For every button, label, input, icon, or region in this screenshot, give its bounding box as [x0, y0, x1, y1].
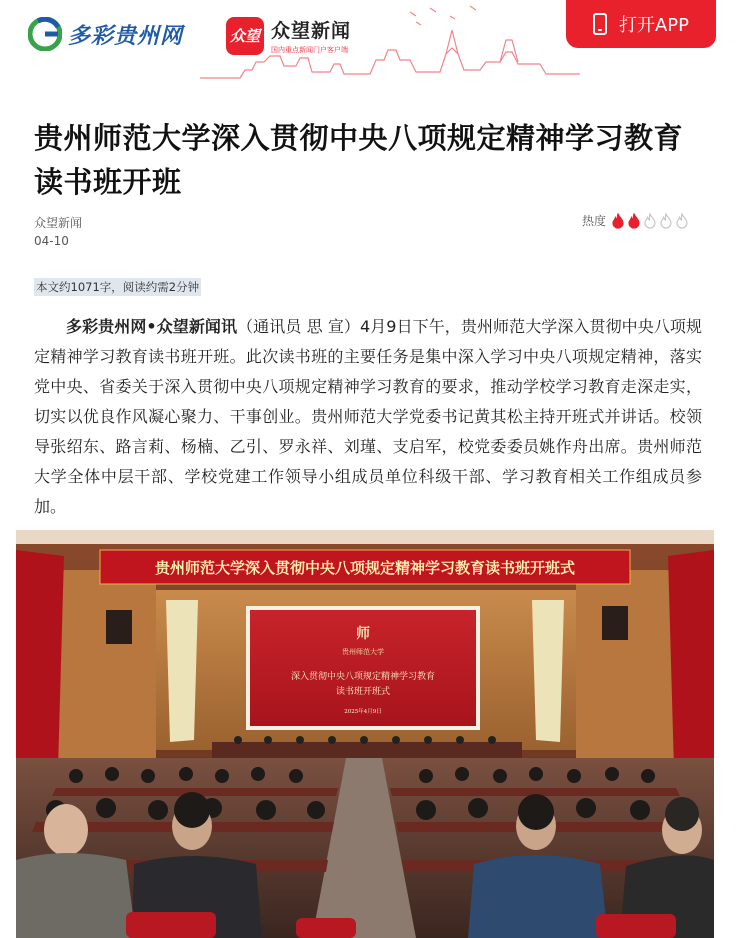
- partner-logo[interactable]: [226, 16, 351, 55]
- open-app-label: 打开APP: [618, 15, 690, 36]
- screen-line-2: 读书班开班式: [335, 687, 391, 697]
- phone-icon: [593, 13, 607, 35]
- top-header: [0, 0, 738, 86]
- heat-label: 热度: [582, 214, 607, 228]
- screen-logo: 师: [356, 626, 370, 642]
- article-body-text: （通讯员 思 宣）4月9日下午，贵州师范大学深入贯彻中央八项规定精神学习教育读书班开班。此次读书班的主要任务是集中深入学习中央八项规定精神，落实党中央、省委关于深入贯彻中央八项规定精神学习教育的要求，推动学校学习教育走深走实，切实以优良作风凝心聚力、干事创业。贵州师范大学党委书记黄其松主持开班式并讲话。校领导张绍东、路言莉、杨楠、乙引、罗永祥、刘瑾、支启军，校党委委员姚作舟出席。贵州师范大学全体中层干部、学校党建工作领导小组成员单位科级干部、学习教育相关工作组成员参加。: [34, 317, 702, 516]
- screen-line-1: 深入贯彻中央八项规定精神学习教育: [290, 672, 436, 682]
- article-title: 贵州师范大学深入贯彻中央八项规定精神学习教育读书班开班: [34, 121, 684, 199]
- site-logo[interactable]: [28, 16, 183, 52]
- site-logo-text: 多彩贵州网: [68, 22, 184, 49]
- article-source[interactable]: 众望新闻: [34, 216, 83, 230]
- flame-icon: [626, 213, 642, 229]
- open-app-button[interactable]: [566, 0, 716, 48]
- flame-icon: [674, 213, 690, 229]
- partner-logo-title: 众望新闻: [271, 20, 352, 42]
- read-time-info: 本文约1071字，阅读约需2分钟: [36, 280, 200, 294]
- g-logo-icon: [28, 17, 62, 51]
- article-lead: 多彩贵州网•众望新闻讯: [66, 317, 238, 336]
- flame-icon: [642, 213, 658, 229]
- screen-school: 贵州师范大学: [342, 648, 384, 656]
- article-photo[interactable]: [16, 530, 714, 938]
- heat-flames: [610, 213, 690, 229]
- article-date: 04-10: [34, 234, 69, 248]
- screen-date: 2025年4月9日: [344, 709, 382, 715]
- heat-indicator: [582, 212, 690, 229]
- partner-logo-subtitle: 国内重点新闻门户客户端: [271, 46, 348, 54]
- flame-icon: [610, 213, 626, 229]
- article-body: [34, 312, 702, 522]
- meeting-photo: [16, 530, 714, 938]
- partner-logo-badge: 众望: [226, 17, 264, 55]
- flame-icon: [658, 213, 674, 229]
- banner-text: 贵州师范大学深入贯彻中央八项规定精神学习教育读书班开班式: [154, 559, 576, 577]
